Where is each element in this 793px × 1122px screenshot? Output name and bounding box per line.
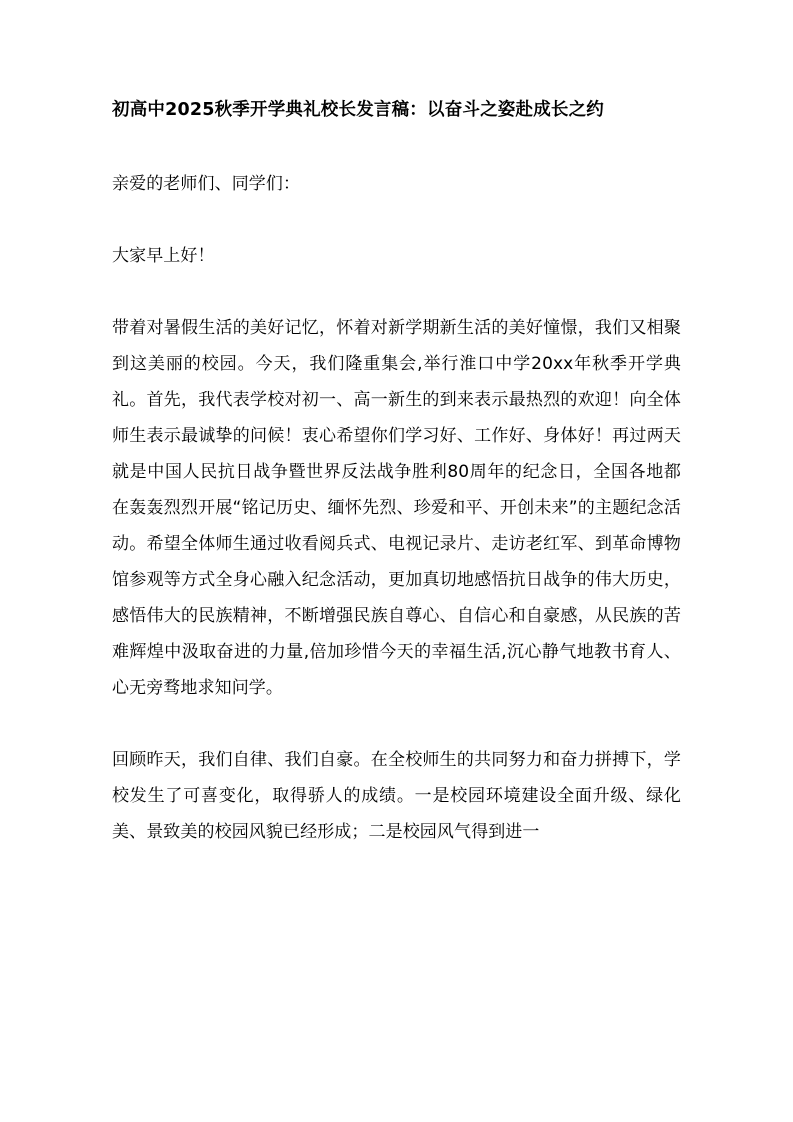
paragraph-spacer — [112, 732, 681, 742]
paragraph-body-1: 带着对暑假生活的美好记忆，怀着对新学期新生活的美好憧憬，我们又相聚到这美丽的校园。今天，我们隆重集会,举行淮口中学20xx年秋季开学典礼。首先，我代表学校对初一、高一新生的到来表示最热烈的欢迎！向全体师生表示最诚挚的问候！衷心希望你们学习好、工作好、身体好！再过两天就是中国人民抗日战争暨世界反法战争胜利80周年的纪念日，全国各地都在轰轰烈烈开展“铭记历史、缅怀先烈、珍爱和平、开创未来”的主题纪念活动。希望全体师生通过收看阅兵式、电视记录片、走访老红军、到革命博物馆参观等方式全身心融入纪念活动，更加真切地感悟抗日战争的伟大历史，感悟伟大的民族精神，不断增强民族自尊心、自信心和自豪感，从民族的苦难辉煌中汲取奋进的力量,倍加珍惜今天的幸福生活,沉心静气地教书育人、心无旁骛地求知问学。 — [112, 318, 681, 699]
paragraph-spacer — [112, 300, 681, 310]
paragraph-body-2: 回顾昨天，我们自律、我们自豪。在全校师生的共同努力和奋力拼搏下，学校发生了可喜变化，取得骄人的成绩。一是校园环境建设全面升级、绿化美、景致美的校园风貌已经形成；二是校园风气得到进一 — [112, 750, 681, 843]
page-title: 初高中2025秋季开学典礼校长发言稿：以奋斗之姿赴成长之约 — [112, 100, 605, 120]
paragraph-greeting: 大家早上好！ — [112, 246, 215, 267]
paragraph-spacer — [112, 228, 681, 238]
paragraph-salutation: 亲爱的老师们、同学们： — [112, 174, 301, 194]
